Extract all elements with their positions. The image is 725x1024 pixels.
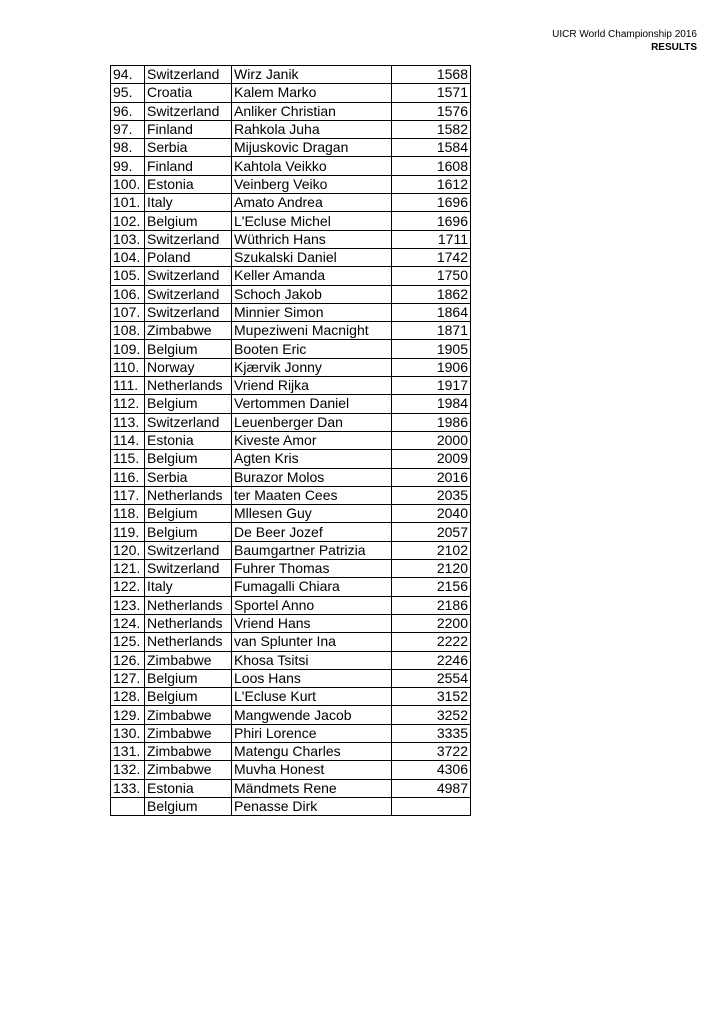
table-row [111,523,471,541]
table-row [111,742,471,760]
points-cell: 1576 [392,102,471,120]
rank-cell: 117. [111,486,145,504]
competitor-name-cell: De Beer Jozef [232,523,392,541]
table-row [111,651,471,669]
points-cell: 1862 [392,285,471,303]
country-cell: Italy [145,194,232,212]
rank-cell: 97. [111,120,145,138]
table-row [111,157,471,175]
rank-cell: 129. [111,706,145,724]
competitor-name-cell: Fuhrer Thomas [232,560,392,578]
points-cell: 2156 [392,578,471,596]
rank-cell: 118. [111,505,145,523]
rank-cell: 96. [111,102,145,120]
rank-cell: 115. [111,450,145,468]
points-cell: 2009 [392,450,471,468]
country-cell: Norway [145,358,232,376]
competitor-name-cell: Vertommen Daniel [232,395,392,413]
competitor-name-cell: Phiri Lorence [232,724,392,742]
rank-cell: 110. [111,358,145,376]
table-row [111,340,471,358]
competitor-name-cell: Kahtola Veikko [232,157,392,175]
table-row [111,303,471,321]
points-cell: 2040 [392,505,471,523]
country-cell: Zimbabwe [145,742,232,760]
competitor-name-cell: Khosa Tsitsi [232,651,392,669]
competitor-name-cell: Minnier Simon [232,303,392,321]
rank-cell: 124. [111,614,145,632]
points-cell: 1696 [392,194,471,212]
table-row [111,175,471,193]
points-cell: 2222 [392,633,471,651]
country-cell: Zimbabwe [145,761,232,779]
document-subtitle: RESULTS [651,42,697,53]
country-cell: Croatia [145,84,232,102]
rank-cell: 122. [111,578,145,596]
points-cell: 2200 [392,614,471,632]
points-cell: 3722 [392,742,471,760]
table-row [111,688,471,706]
country-cell: Switzerland [145,66,232,84]
rank-cell: 127. [111,669,145,687]
country-cell: Switzerland [145,303,232,321]
results-table [110,65,471,816]
competitor-name-cell: Baumgartner Patrizia [232,541,392,559]
country-cell: Belgium [145,450,232,468]
country-cell: Netherlands [145,596,232,614]
table-row [111,377,471,395]
rank-cell: 114. [111,431,145,449]
table-row [111,706,471,724]
rank-cell: 130. [111,724,145,742]
points-cell: 1984 [392,395,471,413]
competitor-name-cell: Anliker Christian [232,102,392,120]
points-cell: 1871 [392,322,471,340]
country-cell: Finland [145,120,232,138]
table-row [111,468,471,486]
page-header [552,28,697,54]
table-row [111,102,471,120]
country-cell: Finland [145,157,232,175]
competitor-name-cell: van Splunter Ina [232,633,392,651]
table-row [111,139,471,157]
table-row [111,541,471,559]
rank-cell: 94. [111,66,145,84]
competitor-name-cell: Schoch Jakob [232,285,392,303]
country-cell: Netherlands [145,633,232,651]
country-cell: Zimbabwe [145,706,232,724]
country-cell: Switzerland [145,230,232,248]
rank-cell: 132. [111,761,145,779]
points-cell: 1906 [392,358,471,376]
table-row [111,230,471,248]
rank-cell: 119. [111,523,145,541]
points-cell: 2102 [392,541,471,559]
competitor-name-cell: Mijuskovic Dragan [232,139,392,157]
table-row [111,194,471,212]
points-cell: 2000 [392,431,471,449]
points-cell: 1905 [392,340,471,358]
points-cell: 1986 [392,413,471,431]
table-row [111,450,471,468]
rank-cell: 109. [111,340,145,358]
points-cell: 3252 [392,706,471,724]
points-cell [392,797,471,815]
country-cell: Belgium [145,688,232,706]
points-cell: 4987 [392,779,471,797]
country-cell: Poland [145,248,232,266]
rank-cell: 108. [111,322,145,340]
competitor-name-cell: L'Ecluse Kurt [232,688,392,706]
table-row [111,797,471,815]
competitor-name-cell: ter Maaten Cees [232,486,392,504]
rank-cell: 133. [111,779,145,797]
rank-cell: 111. [111,377,145,395]
country-cell: Serbia [145,468,232,486]
country-cell: Belgium [145,212,232,230]
competitor-name-cell: Booten Eric [232,340,392,358]
competitor-name-cell: Loos Hans [232,669,392,687]
country-cell: Switzerland [145,541,232,559]
country-cell: Switzerland [145,413,232,431]
table-row [111,413,471,431]
rank-cell: 126. [111,651,145,669]
competitor-name-cell: Keller Amanda [232,267,392,285]
country-cell: Switzerland [145,560,232,578]
competitor-name-cell: Kjærvik Jonny [232,358,392,376]
rank-cell: 107. [111,303,145,321]
competitor-name-cell: Mupeziweni Macnight [232,322,392,340]
rank-cell: 131. [111,742,145,760]
table-row [111,724,471,742]
country-cell: Belgium [145,340,232,358]
points-cell: 1571 [392,84,471,102]
country-cell: Zimbabwe [145,724,232,742]
points-cell: 1711 [392,230,471,248]
rank-cell: 98. [111,139,145,157]
table-row [111,120,471,138]
table-row [111,614,471,632]
points-cell: 1584 [392,139,471,157]
country-cell: Belgium [145,523,232,541]
competitor-name-cell: Leuenberger Dan [232,413,392,431]
rank-cell: 104. [111,248,145,266]
document-title: UICR World Championship 2016 [552,29,697,40]
table-row [111,596,471,614]
rank-cell: 125. [111,633,145,651]
points-cell: 2057 [392,523,471,541]
competitor-name-cell: Muvha Honest [232,761,392,779]
country-cell: Estonia [145,175,232,193]
rank-cell: 99. [111,157,145,175]
competitor-name-cell: Mändmets Rene [232,779,392,797]
country-cell: Netherlands [145,614,232,632]
rank-cell: 116. [111,468,145,486]
points-cell: 1608 [392,157,471,175]
rank-cell: 128. [111,688,145,706]
country-cell: Switzerland [145,267,232,285]
points-cell: 3152 [392,688,471,706]
country-cell: Zimbabwe [145,651,232,669]
table-row [111,322,471,340]
competitor-name-cell: Veinberg Veiko [232,175,392,193]
competitor-name-cell: Wüthrich Hans [232,230,392,248]
country-cell: Belgium [145,505,232,523]
rank-cell: 101. [111,194,145,212]
rank-cell: 106. [111,285,145,303]
competitor-name-cell: Kalem Marko [232,84,392,102]
table-row [111,505,471,523]
table-row [111,358,471,376]
table-row [111,761,471,779]
points-cell: 1864 [392,303,471,321]
country-cell: Netherlands [145,377,232,395]
rank-cell: 100. [111,175,145,193]
points-cell: 3335 [392,724,471,742]
points-cell: 2035 [392,486,471,504]
table-row [111,212,471,230]
points-cell: 2016 [392,468,471,486]
country-cell: Belgium [145,669,232,687]
table-row [111,395,471,413]
table-row [111,669,471,687]
competitor-name-cell: Sportel Anno [232,596,392,614]
rank-cell: 120. [111,541,145,559]
rank-cell: 105. [111,267,145,285]
rank-cell [111,797,145,815]
country-cell: Belgium [145,797,232,815]
competitor-name-cell: Penasse Dirk [232,797,392,815]
country-cell: Italy [145,578,232,596]
rank-cell: 123. [111,596,145,614]
table-row [111,248,471,266]
table-row [111,486,471,504]
results-table-body [111,66,471,816]
competitor-name-cell: Amato Andrea [232,194,392,212]
competitor-name-cell: L'Ecluse Michel [232,212,392,230]
points-cell: 2554 [392,669,471,687]
points-cell: 1696 [392,212,471,230]
points-cell: 4306 [392,761,471,779]
table-row [111,560,471,578]
points-cell: 2246 [392,651,471,669]
table-row [111,431,471,449]
country-cell: Switzerland [145,102,232,120]
points-cell: 1917 [392,377,471,395]
rank-cell: 102. [111,212,145,230]
table-row [111,285,471,303]
competitor-name-cell: Wirz Janik [232,66,392,84]
table-row [111,779,471,797]
country-cell: Estonia [145,779,232,797]
competitor-name-cell: Mangwende Jacob [232,706,392,724]
points-cell: 1742 [392,248,471,266]
points-cell: 1582 [392,120,471,138]
country-cell: Netherlands [145,486,232,504]
competitor-name-cell: Vriend Rijka [232,377,392,395]
rank-cell: 95. [111,84,145,102]
competitor-name-cell: Burazor Molos [232,468,392,486]
competitor-name-cell: Szukalski Daniel [232,248,392,266]
competitor-name-cell: Vriend Hans [232,614,392,632]
points-cell: 1568 [392,66,471,84]
points-cell: 2120 [392,560,471,578]
competitor-name-cell: Kiveste Amor [232,431,392,449]
rank-cell: 113. [111,413,145,431]
country-cell: Switzerland [145,285,232,303]
country-cell: Belgium [145,395,232,413]
table-row [111,84,471,102]
table-row [111,267,471,285]
competitor-name-cell: Matengu Charles [232,742,392,760]
competitor-name-cell: Agten Kris [232,450,392,468]
competitor-name-cell: Fumagalli Chiara [232,578,392,596]
table-row [111,633,471,651]
rank-cell: 121. [111,560,145,578]
table-row [111,66,471,84]
table-row [111,578,471,596]
points-cell: 2186 [392,596,471,614]
rank-cell: 103. [111,230,145,248]
points-cell: 1750 [392,267,471,285]
rank-cell: 112. [111,395,145,413]
country-cell: Zimbabwe [145,322,232,340]
country-cell: Estonia [145,431,232,449]
country-cell: Serbia [145,139,232,157]
competitor-name-cell: Rahkola Juha [232,120,392,138]
competitor-name-cell: Mllesen Guy [232,505,392,523]
points-cell: 1612 [392,175,471,193]
